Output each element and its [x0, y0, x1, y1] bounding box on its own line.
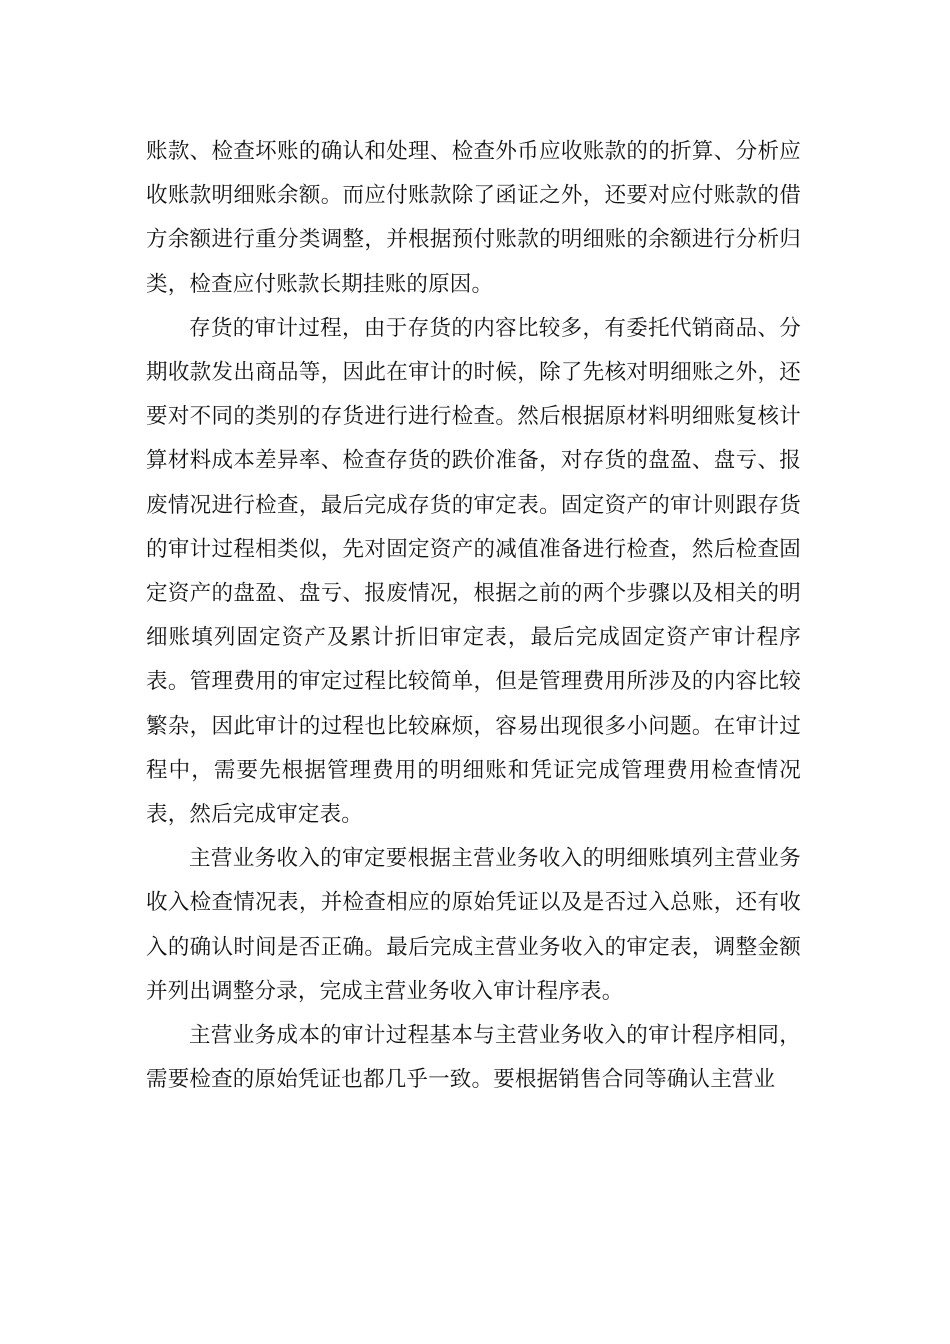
paragraph-revenue-audit: 主营业务收入的审定要根据主营业务收入的明细账填列主营业务收入检查情况表，并检查相应的原始凭证以及是否过入总账，还有收入的确认时间是否正确。最后完成主营业务收入的审定表，调整金额并列出调整分录，完成主营业务收入审计程序表。 — [146, 846, 801, 1004]
paragraph-receivables-continued: 账款、检查坏账的确认和处理、检查外币应收账款的的折算、分析应收账款明细账余额。而应付账款除了函证之外，还要对应付账款的借方余额进行重分类调整，并根据预付账款的明细账的余额进行分析归类，检查应付账款长期挂账的原因。 — [146, 139, 801, 297]
paragraph-cost-audit: 主营业务成本的审计过程基本与主营业务收入的审计程序相同，需要检查的原始凭证也都几乎一致。要根据销售合同等确认主营业 — [146, 1023, 801, 1093]
document-body — [146, 130, 801, 1102]
paragraph-inventory-audit: 存货的审计过程，由于存货的内容比较多，有委托代销商品、分期收款发出商品等，因此在审计的时候，除了先核对明细账之外，还要对不同的类别的存货进行进行检查。然后根据原材料明细账复核计算材料成本差异率、检查存货的跌价准备，对存货的盘盈、盘亏、报废情况进行检查，最后完成存货的审定表。固定资产的审计则跟存货的审计过程相类似，先对固定资产的减值准备进行检查，然后检查固定资产的盘盈、盘亏、报废情况，根据之前的两个步骤以及相关的明细账填列固定资产及累计折旧审定表，最后完成固定资产审计程序表。管理费用的审定过程比较简单，但是管理费用所涉及的内容比较繁杂，因此审计的过程也比较麻烦，容易出现很多小问题。在审计过程中，需要先根据管理费用的明细账和凭证完成管理费用检查情况表，然后完成审定表。 — [146, 315, 801, 828]
